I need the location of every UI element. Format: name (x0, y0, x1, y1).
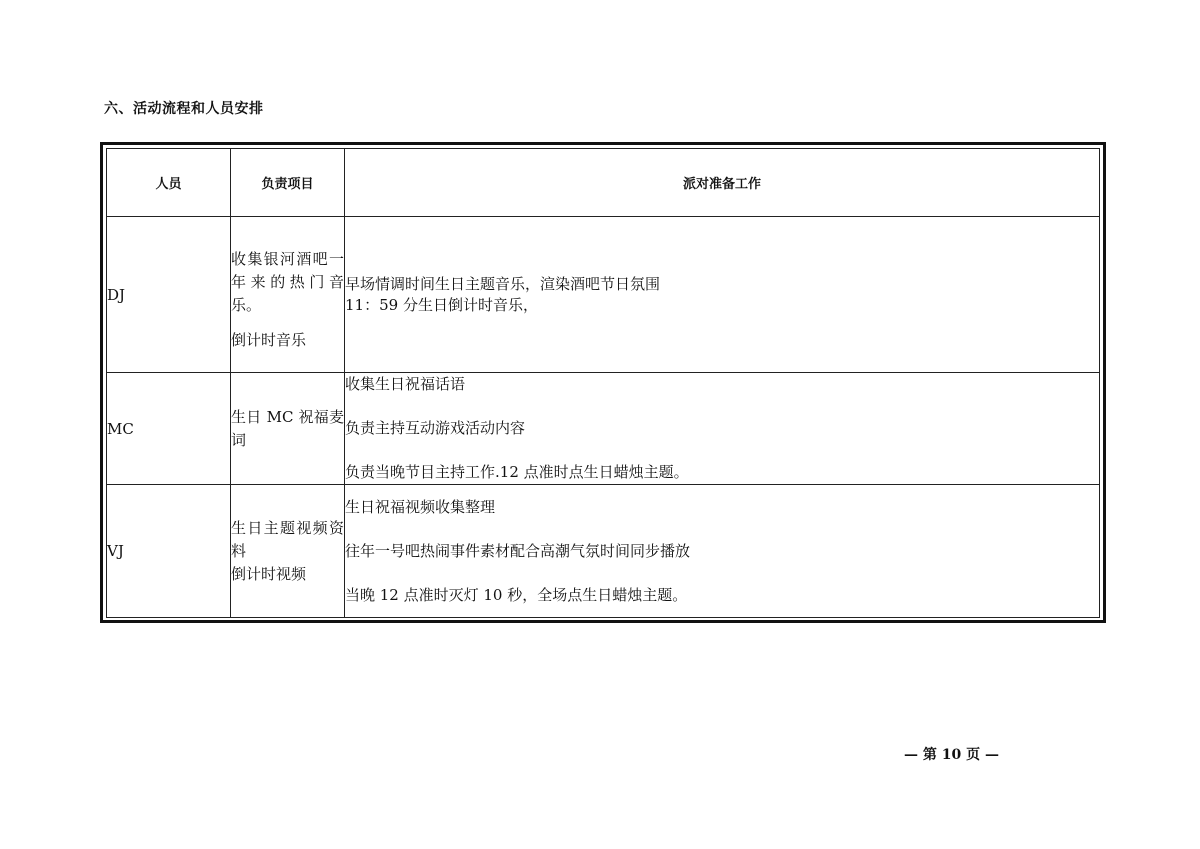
item-cell (231, 217, 345, 373)
page-number-footer: — 第 10 页 — (904, 747, 999, 763)
work-text: 11：59 分生日倒计时音乐， (345, 295, 538, 314)
work-text: 生日祝福视频收集整理 (345, 497, 496, 516)
person-cell: DJ (107, 217, 231, 373)
header-person: 人员 (107, 149, 231, 217)
item-text: 生日主题视频资料 (231, 518, 344, 560)
table-row-mc (107, 373, 1100, 485)
item-text: 倒计时视频 (231, 564, 307, 583)
header-item: 负责项目 (231, 149, 345, 217)
item-text: 收集银河酒吧一年来的热门音乐。 (231, 249, 344, 314)
section-heading: 六、活动流程和人员安排 (104, 101, 264, 117)
person-cell: MC (107, 373, 231, 485)
work-cell (345, 485, 1100, 618)
schedule-table (106, 148, 1100, 618)
person-cell: VJ (107, 485, 231, 618)
schedule-table-frame (100, 142, 1106, 623)
work-text: 负责当晚节目主持工作.12 点准时点生日蜡烛主题。 (345, 463, 689, 481)
work-text: 收集生日祝福话语 (345, 375, 466, 393)
work-text: 早场情调时间生日主题音乐，渲染酒吧节日氛围 (345, 274, 661, 293)
table-header-row (107, 149, 1100, 217)
work-text: 当晚 12 点准时灭灯 10 秒，全场点生日蜡烛主题。 (345, 585, 688, 604)
item-text: 生日 MC 祝福麦词 (231, 407, 344, 449)
header-work: 派对准备工作 (345, 149, 1100, 217)
work-cell (345, 217, 1100, 373)
table-row-vj (107, 485, 1100, 618)
item-cell (231, 373, 345, 485)
work-cell (345, 373, 1100, 485)
item-cell (231, 485, 345, 618)
item-text: 倒计时音乐 (231, 330, 307, 349)
table-row-dj (107, 217, 1100, 373)
work-text: 往年一号吧热闹事件素材配合高潮气氛时间同步播放 (345, 541, 691, 560)
work-text: 负责主持互动游戏活动内容 (345, 419, 526, 437)
